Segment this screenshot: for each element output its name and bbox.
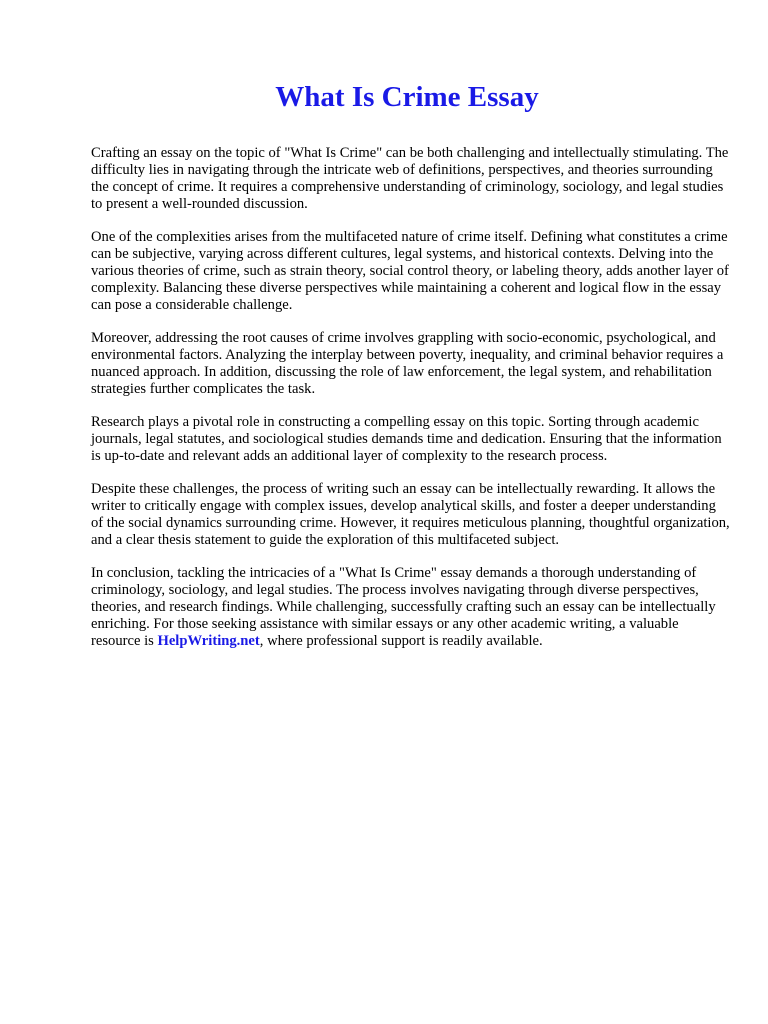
paragraph-challenges: Despite these challenges, the process of writing such an essay can be intellectually rewarding. It allows the writer to critically engage with complex issues, develop analytical skills, and foster a deeper understanding of the social dynamics surrounding crime. However, it requires meticulous planning, thoughtful organization, and a clear thesis statement to guide the exploration of this multifaceted subject. bbox=[91, 481, 730, 548]
conclusion-text-before-link: In conclusion, tackling the intricacies of a "What Is Crime" essay demands a thorough understanding of criminology, sociology, and legal studies. The process involves navigating through diverse perspectives, theories, and research findings. While challenging, successfully crafting such an essay can be intellectually enriching. For those seeking assistance with similar essays or any other academic writing, a valuable resource is bbox=[91, 565, 716, 649]
conclusion-text-after-link: , where professional support is readily available. bbox=[259, 633, 543, 649]
paragraph-intro: Crafting an essay on the topic of "What Is Crime" can be both challenging and intellectually stimulating. The difficulty lies in navigating through the intricate web of definitions, perspectives, and theories surrounding the concept of crime. It requires a comprehensive understanding of criminology, sociology, and legal studies to present a well-rounded discussion. bbox=[91, 145, 729, 212]
paragraph-research: Research plays a pivotal role in constructing a compelling essay on this topic. Sorting through academic journals, legal statutes, and sociological studies demands time and dedication. Ensuring that the information is up-to-date and relevant adds an additional layer of complexity to the research process. bbox=[91, 414, 722, 464]
helpwriting-link[interactable]: HelpWriting.net bbox=[157, 633, 260, 649]
document-title: What Is Crime Essay bbox=[275, 81, 539, 113]
paragraph-root-causes: Moreover, addressing the root causes of crime involves grappling with socio-economic, psychological, and environmental factors. Analyzing the interplay between poverty, inequality, and criminal behavior requires a nuanced approach. In addition, discussing the role of law enforcement, the legal system, and rehabilitation strategies further complicates the task. bbox=[91, 330, 724, 397]
document-body bbox=[91, 145, 731, 666]
paragraph-conclusion bbox=[91, 565, 731, 650]
paragraph-complexities: One of the complexities arises from the multifaceted nature of crime itself. Defining what constitutes a crime can be subjective, varying across different cultures, legal systems, and historical contexts. Delving into the various theories of crime, such as strain theory, social control theory, or labeling theory, adds another layer of complexity. Balancing these diverse perspectives while maintaining a coherent and logical flow in the essay can pose a considerable challenge. bbox=[91, 229, 729, 313]
